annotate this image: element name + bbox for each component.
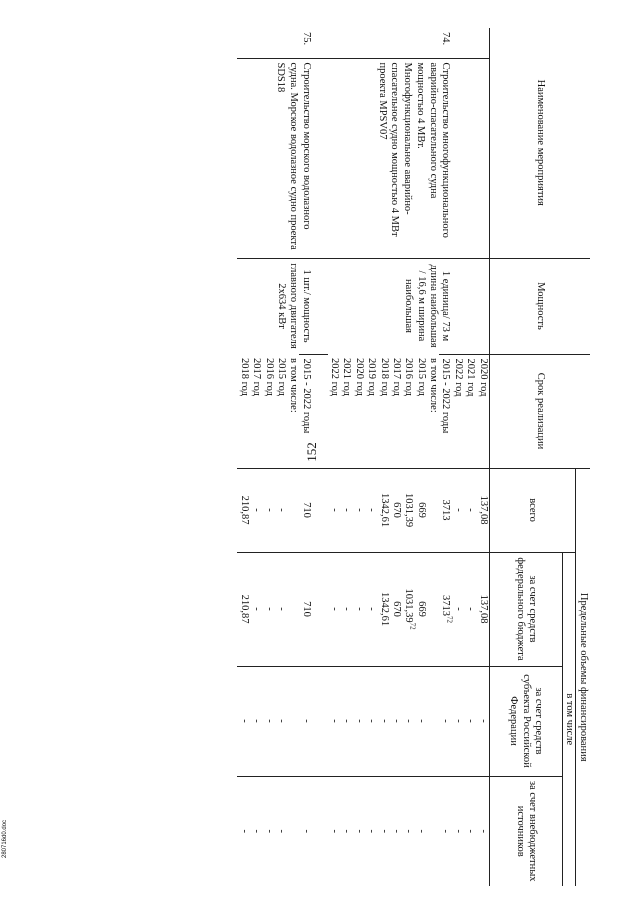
subject-cell: - — [365, 666, 377, 776]
extra-cell: - — [250, 776, 262, 886]
extra-cell: - — [402, 776, 414, 886]
extra-cell: - — [464, 776, 476, 886]
period-cell: 2015 - 2022 годы — [439, 354, 451, 468]
header-capacity: Мощность — [489, 258, 590, 354]
total-cell: - — [340, 468, 352, 552]
subject-cell: - — [250, 666, 262, 776]
extra-cell: - — [262, 776, 274, 886]
entry-capacity: 1 единица/ 73 м длина наибольшая / 16,6 м ширина наибольшая — [328, 258, 452, 354]
extra-cell — [427, 776, 439, 886]
period-cell: 2016 год — [263, 358, 275, 396]
financing-table — [238, 28, 591, 886]
period-cell: в том числе: — [288, 358, 300, 413]
subject-cell: - — [353, 666, 365, 776]
header-limits: Предельные объемы финансирования — [576, 468, 591, 886]
federal-cell: - — [365, 552, 377, 666]
extra-cell: - — [377, 776, 389, 886]
table-row — [464, 28, 476, 886]
federal-cell: - — [250, 552, 262, 666]
total-cell: - — [464, 468, 476, 552]
federal-cell — [402, 552, 417, 666]
extra-cell: - — [328, 776, 340, 886]
total-cell: 670 — [390, 468, 402, 552]
extra-cell: - — [414, 776, 426, 886]
total-cell: 669 — [414, 468, 426, 552]
extra-cell — [287, 776, 299, 886]
header-total: всего — [489, 468, 575, 552]
subject-cell: - — [377, 666, 389, 776]
rotated-table-frame — [65, 28, 590, 886]
table-row — [439, 28, 451, 886]
period-cell: 2022 год — [329, 358, 341, 396]
period-cell: 2020 год — [476, 354, 489, 468]
period-cell: 2015 год — [276, 358, 287, 396]
table-row — [299, 28, 327, 886]
federal-cell — [287, 552, 299, 666]
total-cell — [287, 468, 299, 552]
total-cell: 3713 — [439, 468, 451, 552]
period-cell: 2019 год — [366, 358, 378, 396]
page-number: 152 — [303, 442, 319, 462]
subject-cell — [287, 666, 299, 776]
total-cell: - — [262, 468, 274, 552]
federal-cell: 710 — [299, 552, 327, 666]
subject-cell: - — [328, 666, 340, 776]
subject-cell: - — [476, 666, 489, 776]
period-cell: 2017 год — [391, 358, 402, 396]
federal-cell: - — [328, 552, 340, 666]
total-cell: 1031,39 — [402, 468, 414, 552]
federal-cell: 1342,61 — [377, 552, 389, 666]
federal-cell: - — [275, 552, 287, 666]
period-cell: 2021 год — [341, 358, 353, 396]
federal-cell: - — [452, 552, 464, 666]
period-cell: 2018 год — [378, 358, 390, 396]
federal-cell: - — [464, 552, 476, 666]
total-cell: 210,87 — [238, 468, 250, 552]
period-cell: в том числе: — [428, 358, 440, 413]
extra-cell: - — [238, 776, 250, 886]
subject-cell: - — [414, 666, 426, 776]
subject-cell: - — [452, 666, 464, 776]
federal-cell — [427, 552, 439, 666]
entry-name: Строительство морского водолазного судна. Морское водолазное судно проекта SDS18 — [238, 58, 328, 258]
extra-cell: - — [275, 776, 287, 886]
period-cell: 2022 год — [452, 354, 464, 468]
subject-cell: - — [275, 666, 287, 776]
total-cell: 1342,61 — [377, 468, 389, 552]
entry-number: 75. — [300, 32, 312, 46]
total-cell: - — [250, 468, 262, 552]
total-cell: - — [365, 468, 377, 552]
federal-cell: - — [353, 552, 365, 666]
period-cell: 2015 - 2022 годы — [299, 354, 327, 468]
header-including: в том числе — [562, 552, 575, 886]
entry-number: 74. — [440, 32, 452, 46]
table-row — [476, 28, 489, 886]
header-federal: за счет средств федерального бюджета — [489, 552, 562, 666]
subject-cell: - — [340, 666, 352, 776]
subject-cell: - — [439, 666, 451, 776]
extra-cell: - — [439, 776, 451, 886]
federal-cell: 210,87 — [238, 552, 250, 666]
federal-cell: - — [262, 552, 274, 666]
footnote-ref: 72 — [446, 616, 454, 624]
subject-cell: - — [402, 666, 414, 776]
total-cell: - — [452, 468, 464, 552]
footer-code: 280716d0.doc — [2, 819, 8, 858]
header-subject: за счет средств субъекта Российской Федерации — [489, 666, 562, 776]
period-cell: 2020 год — [353, 358, 365, 396]
subject-cell — [427, 666, 439, 776]
extra-cell: - — [365, 776, 377, 886]
total-cell — [427, 468, 439, 552]
extra-cell: - — [340, 776, 352, 886]
total-cell: - — [328, 468, 340, 552]
federal-cell: 669 — [414, 552, 426, 666]
total-cell: 710 — [299, 468, 327, 552]
federal-cell: 137,08 — [476, 552, 489, 666]
federal-value: 1031,39 — [403, 588, 415, 623]
table-row — [452, 28, 464, 886]
subject-cell: - — [238, 666, 250, 776]
subject-cell: - — [262, 666, 274, 776]
federal-cell: 670 — [390, 552, 402, 666]
federal-cell — [439, 552, 454, 666]
federal-value: 3713 — [440, 595, 452, 617]
period-cell: 2015 год — [415, 358, 427, 396]
extra-cell: - — [390, 776, 402, 886]
extra-cell: - — [452, 776, 464, 886]
subject-cell: - — [464, 666, 476, 776]
header-period: Срок реализации — [489, 354, 590, 468]
extra-cell: - — [476, 776, 489, 886]
header-name: Наименование мероприятия — [489, 28, 590, 258]
extra-cell: - — [299, 776, 327, 886]
header-extra: за счет внебюджетных источников — [489, 776, 562, 886]
period-cell: 2021 год — [464, 354, 476, 468]
entry-capacity: 1 шт./ мощность главного двигателя 2х634 кВт — [238, 258, 328, 354]
extra-cell: - — [353, 776, 365, 886]
subject-cell: - — [299, 666, 327, 776]
subject-cell: - — [390, 666, 402, 776]
total-cell: 137,08 — [476, 468, 489, 552]
period-cell: 2017 год — [251, 358, 263, 396]
period-cell: 2016 год — [403, 358, 415, 396]
period-cell: 2018 год — [238, 358, 250, 396]
entry-name: Строительство многофункционального аварийно-спасательного судна мощностью 4 МВт. Многофункциональное аварийно-спасательное судно мощностью 4 МВт проекта MPSV07 — [328, 58, 452, 258]
footnote-ref: 72 — [408, 622, 417, 630]
total-cell: - — [353, 468, 365, 552]
total-cell: - — [275, 468, 287, 552]
federal-cell: - — [340, 552, 352, 666]
